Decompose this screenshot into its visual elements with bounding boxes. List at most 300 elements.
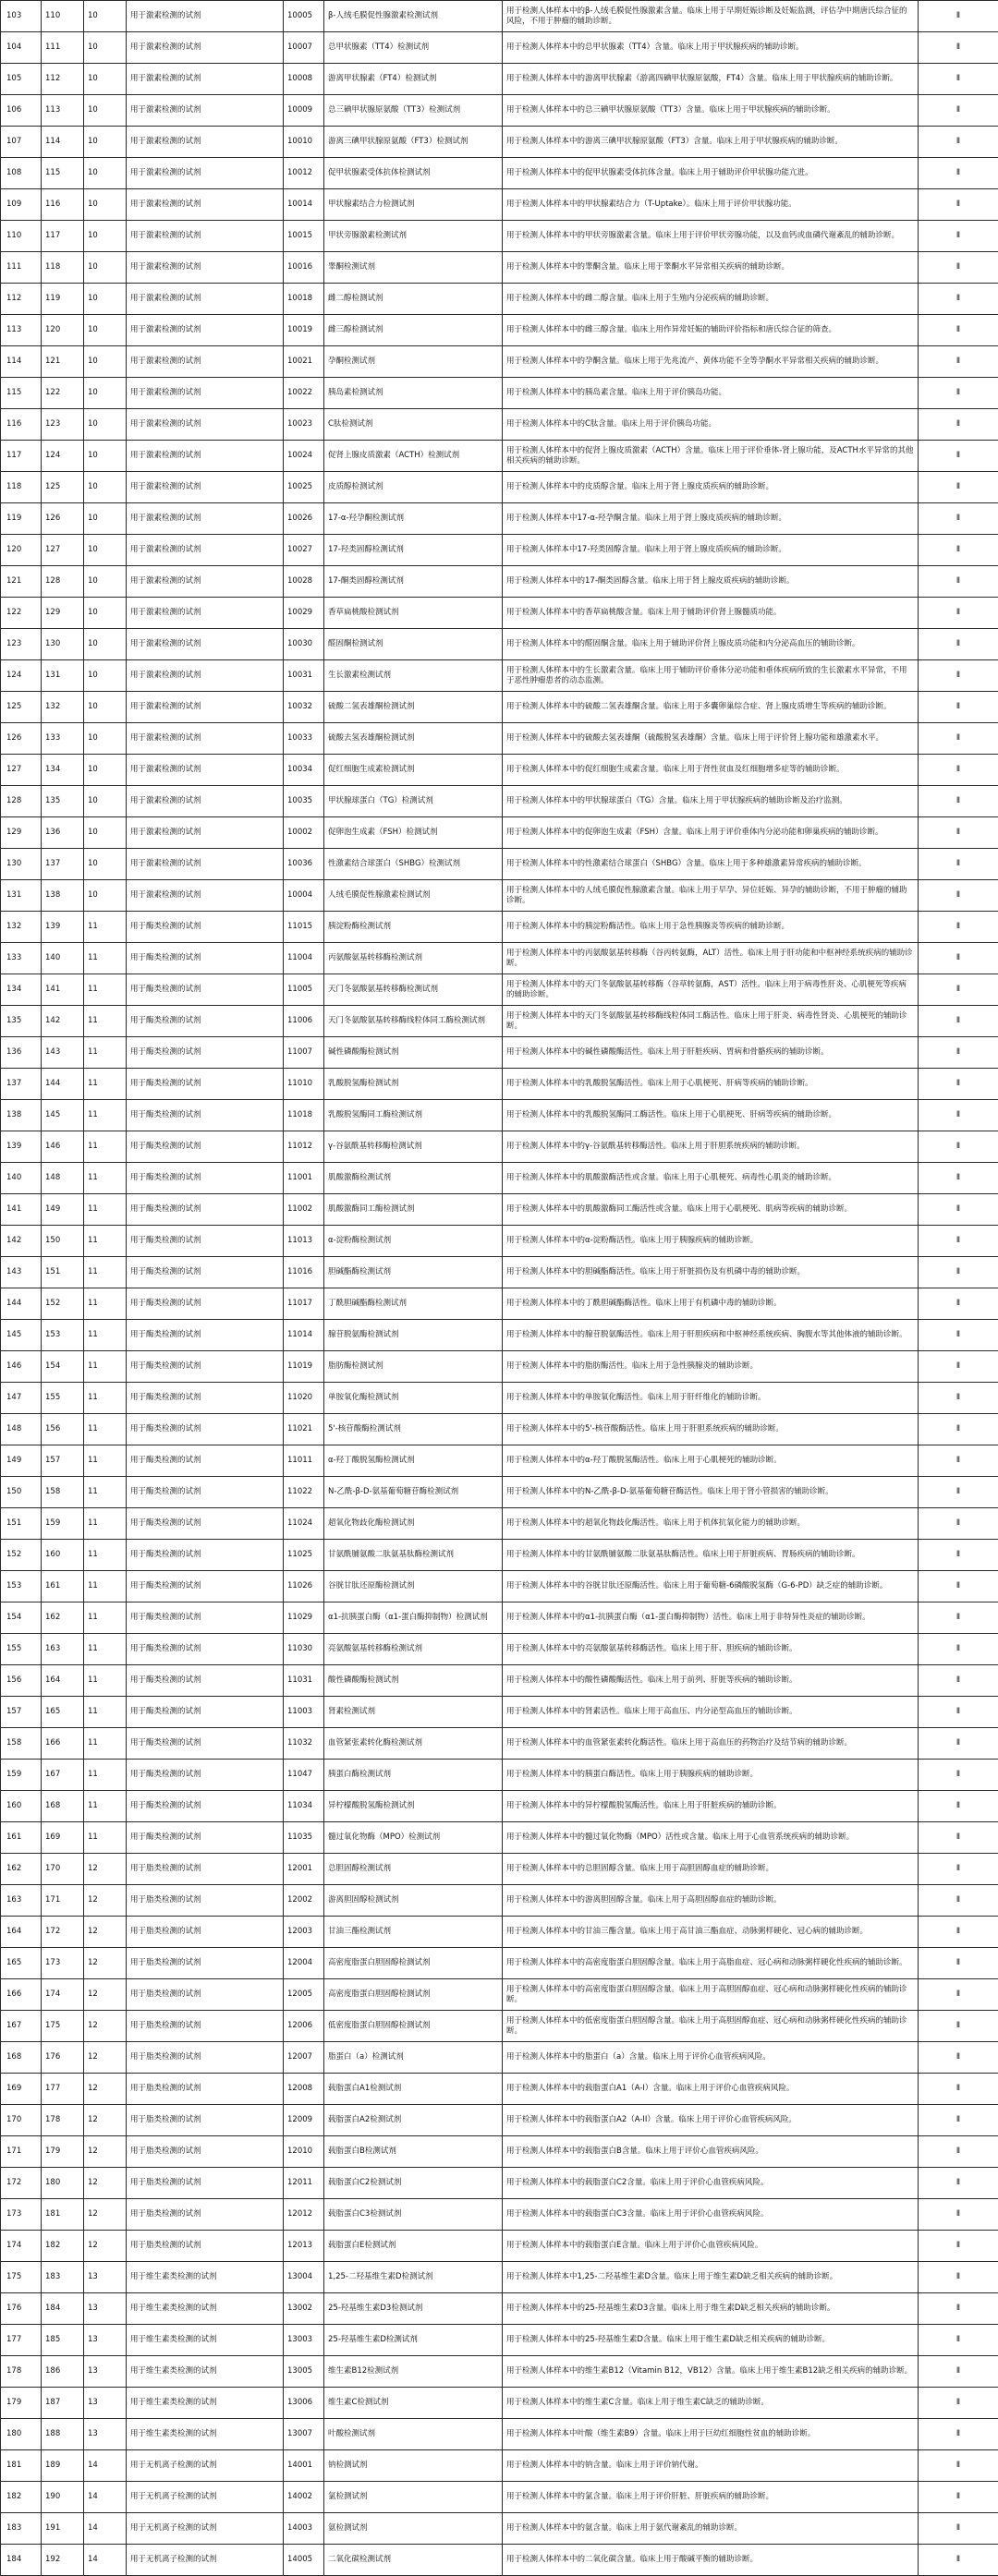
- seq-cell: 167: [1, 2011, 42, 2042]
- category-code-cell: 10: [84, 849, 127, 880]
- class-cell: Ⅱ: [919, 2105, 998, 2136]
- category-code-cell: 10: [84, 221, 127, 252]
- product-name-cell: 甲状旁腺激素检测试剂: [324, 221, 503, 252]
- category-code-cell: 12: [84, 1854, 127, 1885]
- product-code-cell: 10012: [284, 158, 324, 189]
- product-code-cell: 12002: [284, 1885, 324, 1917]
- seq-cell: 176: [1, 2293, 42, 2325]
- category-code-cell: 12: [84, 1948, 127, 1979]
- product-code-cell: 10016: [284, 252, 324, 284]
- item-no-cell: 185: [42, 2325, 84, 2356]
- seq-cell: 126: [1, 723, 42, 755]
- category-name-cell: 用于脂类检测的试剂: [127, 1885, 284, 1917]
- table-row: [1, 1602, 998, 1634]
- item-no-cell: 156: [42, 1414, 84, 1445]
- class-cell: Ⅱ: [919, 409, 998, 441]
- category-name-cell: 用于酶类检测的试剂: [127, 1069, 284, 1100]
- class-cell: Ⅱ: [919, 2545, 998, 2576]
- intended-use-cell: 用于检测人体样本中的促卵泡生成素（FSH）含量。临床上用于评价垂体内分泌功能和卵巢疾病的辅助诊断。: [503, 817, 919, 849]
- product-code-cell: 11020: [284, 1383, 324, 1414]
- seq-cell: 135: [1, 1006, 42, 1037]
- class-cell: Ⅱ: [919, 1571, 998, 1602]
- product-code-cell: 12009: [284, 2105, 324, 2136]
- intended-use-cell: 用于检测人体样本中的单胺氧化酶活性。临床上用于肝纤维化的辅助诊断。: [503, 1383, 919, 1414]
- table-row: [1, 2419, 998, 2450]
- product-name-cell: 钠检测试剂: [324, 2450, 503, 2482]
- category-name-cell: 用于酶类检测的试剂: [127, 1728, 284, 1760]
- product-code-cell: 10019: [284, 315, 324, 346]
- seq-cell: 156: [1, 1665, 42, 1697]
- item-no-cell: 116: [42, 189, 84, 221]
- product-code-cell: 11018: [284, 1100, 324, 1131]
- category-name-cell: 用于酶类检测的试剂: [127, 1697, 284, 1728]
- product-code-cell: 11034: [284, 1791, 324, 1822]
- seq-cell: 182: [1, 2482, 42, 2513]
- seq-cell: 136: [1, 1037, 42, 1069]
- intended-use-cell: 用于检测人体样本中17-α-羟孕酮含量。临床上用于肾上腺皮质疾病的辅助诊断。: [503, 503, 919, 535]
- category-code-cell: 10: [84, 64, 127, 95]
- item-no-cell: 136: [42, 817, 84, 849]
- category-name-cell: 用于酶类检测的试剂: [127, 1194, 284, 1226]
- intended-use-cell: 用于检测人体样本中的高密度脂蛋白胆固醇含量。临床上用于高胆固醇血症、冠心病和动脉粥样硬化性疾病的辅助诊断。: [503, 1979, 919, 2011]
- class-cell: Ⅱ: [919, 127, 998, 158]
- table-row: [1, 1760, 998, 1791]
- intended-use-cell: 用于检测人体样本中的甲状旁腺激素含量。临床上用于评价甲状旁腺功能，以及血钙或血磷代谢紊乱的辅助诊断。: [503, 221, 919, 252]
- intended-use-cell: 用于检测人体样本中的睾酮含量。临床上用于睾酮水平异常相关疾病的辅助诊断。: [503, 252, 919, 284]
- category-name-cell: 用于激素检测的试剂: [127, 660, 284, 692]
- category-name-cell: 用于维生素类检测的试剂: [127, 2262, 284, 2293]
- category-name-cell: 用于激素检测的试剂: [127, 629, 284, 660]
- intended-use-cell: 用于检测人体样本中1,25-二羟基维生素D含量。临床上用于维生素D缺乏相关疾病的辅助诊断。: [503, 2262, 919, 2293]
- product-code-cell: 10029: [284, 598, 324, 629]
- class-cell: Ⅱ: [919, 2388, 998, 2419]
- product-code-cell: 10015: [284, 221, 324, 252]
- product-name-cell: 17-酮类固醇检测试剂: [324, 566, 503, 598]
- item-no-cell: 167: [42, 1760, 84, 1791]
- category-code-cell: 11: [84, 1728, 127, 1760]
- category-name-cell: 用于脂类检测的试剂: [127, 1854, 284, 1885]
- table-row: [1, 1257, 998, 1288]
- intended-use-cell: 用于检测人体样本中的酸性磷酸酶活性。临床上用于前列、肝脏等疾病的辅助诊断。: [503, 1665, 919, 1697]
- item-no-cell: 165: [42, 1697, 84, 1728]
- table-row: [1, 2011, 998, 2042]
- category-name-cell: 用于脂类检测的试剂: [127, 2105, 284, 2136]
- product-name-cell: 总甲状腺素（TT4）检测试剂: [324, 32, 503, 64]
- category-name-cell: 用于酶类检测的试剂: [127, 1226, 284, 1257]
- category-code-cell: 11: [84, 1540, 127, 1571]
- intended-use-cell: 用于检测人体样本中的甲状腺球蛋白（TG）含量。临床上用于甲状腺疾病的辅助诊断及治疗监测。: [503, 786, 919, 817]
- category-code-cell: 11: [84, 1351, 127, 1383]
- category-code-cell: 11: [84, 1602, 127, 1634]
- category-code-cell: 11: [84, 1665, 127, 1697]
- category-name-cell: 用于酶类检测的试剂: [127, 1540, 284, 1571]
- category-code-cell: 11: [84, 912, 127, 943]
- item-no-cell: 139: [42, 912, 84, 943]
- product-code-cell: 10033: [284, 723, 324, 755]
- table-row: [1, 32, 998, 64]
- product-code-cell: 12011: [284, 2168, 324, 2199]
- intended-use-cell: 用于检测人体样本中的乳酸脱氢酶活性。临床上用于心肌梗死、肝病等疾病的辅助诊断。: [503, 1069, 919, 1100]
- item-no-cell: 176: [42, 2042, 84, 2074]
- seq-cell: 184: [1, 2545, 42, 2576]
- product-name-cell: 促甲状腺素受体抗体检测试剂: [324, 158, 503, 189]
- table-row: [1, 566, 998, 598]
- category-name-cell: 用于激素检测的试剂: [127, 284, 284, 315]
- product-name-cell: 25-羟基维生素D3检测试剂: [324, 2293, 503, 2325]
- table-row: [1, 1791, 998, 1822]
- seq-cell: 113: [1, 315, 42, 346]
- item-no-cell: 179: [42, 2136, 84, 2168]
- intended-use-cell: 用于检测人体样本中的17-酮类固醇含量。临床上用于肾上腺皮质疾病的辅助诊断。: [503, 566, 919, 598]
- item-no-cell: 166: [42, 1728, 84, 1760]
- category-code-cell: 10: [84, 158, 127, 189]
- intended-use-cell: 用于检测人体样本中的甘油三酯含量。临床上用于高甘油三酯血症、动脉粥样硬化、冠心病的辅助诊断。: [503, 1917, 919, 1948]
- category-name-cell: 用于脂类检测的试剂: [127, 2231, 284, 2262]
- class-cell: Ⅱ: [919, 64, 998, 95]
- category-name-cell: 用于酶类检测的试剂: [127, 1822, 284, 1854]
- table-row: [1, 1445, 998, 1477]
- product-name-cell: 单胺氧化酶检测试剂: [324, 1383, 503, 1414]
- category-name-cell: 用于激素检测的试剂: [127, 598, 284, 629]
- product-code-cell: 10023: [284, 409, 324, 441]
- product-name-cell: 肌酸激酶检测试剂: [324, 1163, 503, 1194]
- table-row: [1, 849, 998, 880]
- product-name-cell: 17-α-羟孕酮检测试剂: [324, 503, 503, 535]
- table-row: [1, 1163, 998, 1194]
- intended-use-cell: 用于检测人体样本中的载脂蛋白C2含量。临床上用于评价心血管疾病风险。: [503, 2168, 919, 2199]
- category-name-cell: 用于酶类检测的试剂: [127, 1602, 284, 1634]
- seq-cell: 149: [1, 1445, 42, 1477]
- item-no-cell: 134: [42, 755, 84, 786]
- class-cell: Ⅱ: [919, 1131, 998, 1163]
- table-row: [1, 912, 998, 943]
- table-row: [1, 1006, 998, 1037]
- table-row: [1, 1100, 998, 1131]
- class-cell: Ⅱ: [919, 692, 998, 723]
- category-code-cell: 12: [84, 2105, 127, 2136]
- product-name-cell: 促红细胞生成素检测试剂: [324, 755, 503, 786]
- table-row: [1, 692, 998, 723]
- seq-cell: 129: [1, 817, 42, 849]
- category-code-cell: 10: [84, 32, 127, 64]
- seq-cell: 165: [1, 1948, 42, 1979]
- item-no-cell: 163: [42, 1634, 84, 1665]
- category-name-cell: 用于激素检测的试剂: [127, 1, 284, 32]
- product-code-cell: 10005: [284, 1, 324, 32]
- table-row: [1, 1414, 998, 1445]
- product-name-cell: 丙氨酸氨基转移酶检测试剂: [324, 943, 503, 974]
- table-row: [1, 1508, 998, 1540]
- category-name-cell: 用于激素检测的试剂: [127, 378, 284, 409]
- seq-cell: 162: [1, 1854, 42, 1885]
- item-no-cell: 149: [42, 1194, 84, 1226]
- item-no-cell: 127: [42, 535, 84, 566]
- item-no-cell: 120: [42, 315, 84, 346]
- class-cell: Ⅱ: [919, 786, 998, 817]
- table-row: [1, 974, 998, 1006]
- class-cell: Ⅱ: [919, 2325, 998, 2356]
- product-code-cell: 10008: [284, 64, 324, 95]
- category-name-cell: 用于激素检测的试剂: [127, 441, 284, 472]
- class-cell: Ⅱ: [919, 755, 998, 786]
- seq-cell: 161: [1, 1822, 42, 1854]
- seq-cell: 117: [1, 441, 42, 472]
- intended-use-cell: 用于检测人体样本中的促甲状腺素受体抗体含量。临床上用于辅助评价甲状腺功能亢进。: [503, 158, 919, 189]
- seq-cell: 152: [1, 1540, 42, 1571]
- category-code-cell: 10: [84, 127, 127, 158]
- product-code-cell: 13004: [284, 2262, 324, 2293]
- category-name-cell: 用于激素检测的试剂: [127, 817, 284, 849]
- table-row: [1, 2388, 998, 2419]
- product-name-cell: 游离甲状腺素（FT4）检测试剂: [324, 64, 503, 95]
- product-code-cell: 10007: [284, 32, 324, 64]
- intended-use-cell: 用于检测人体样本中的载脂蛋白A1（A-I）含量。临床上用于评价心血管疾病风险。: [503, 2074, 919, 2105]
- category-name-cell: 用于激素检测的试剂: [127, 409, 284, 441]
- class-cell: Ⅱ: [919, 1885, 998, 1917]
- category-name-cell: 用于激素检测的试剂: [127, 158, 284, 189]
- category-code-cell: 13: [84, 2325, 127, 2356]
- item-no-cell: 189: [42, 2450, 84, 2482]
- category-code-cell: 11: [84, 1383, 127, 1414]
- table-row: [1, 2356, 998, 2388]
- table-row: [1, 158, 998, 189]
- seq-cell: 122: [1, 598, 42, 629]
- class-cell: Ⅱ: [919, 1602, 998, 1634]
- seq-cell: 123: [1, 629, 42, 660]
- category-name-cell: 用于酶类检测的试剂: [127, 1791, 284, 1822]
- category-code-cell: 12: [84, 2231, 127, 2262]
- category-code-cell: 11: [84, 1100, 127, 1131]
- intended-use-cell: 用于检测人体样本中的载脂蛋白E含量。临床上用于评价心血管疾病风险。: [503, 2231, 919, 2262]
- table-row: [1, 2199, 998, 2231]
- product-code-cell: 12004: [284, 1948, 324, 1979]
- seq-cell: 119: [1, 503, 42, 535]
- class-cell: Ⅱ: [919, 1948, 998, 1979]
- category-code-cell: 11: [84, 1320, 127, 1351]
- item-no-cell: 183: [42, 2262, 84, 2293]
- product-code-cell: 14003: [284, 2513, 324, 2545]
- class-cell: Ⅱ: [919, 1257, 998, 1288]
- table-row: [1, 1, 998, 32]
- category-code-cell: 10: [84, 598, 127, 629]
- product-code-cell: 10002: [284, 817, 324, 849]
- intended-use-cell: 用于检测人体样本中的25-羟基维生素D含量。临床上用于维生素D缺乏相关疾病的辅助诊断。: [503, 2325, 919, 2356]
- category-code-cell: 14: [84, 2482, 127, 2513]
- item-no-cell: 171: [42, 1885, 84, 1917]
- category-name-cell: 用于酶类检测的试剂: [127, 1383, 284, 1414]
- item-no-cell: 168: [42, 1791, 84, 1822]
- item-no-cell: 186: [42, 2356, 84, 2388]
- seq-cell: 137: [1, 1069, 42, 1100]
- seq-cell: 127: [1, 755, 42, 786]
- class-cell: Ⅱ: [919, 2231, 998, 2262]
- seq-cell: 170: [1, 2105, 42, 2136]
- class-cell: Ⅱ: [919, 817, 998, 849]
- seq-cell: 160: [1, 1791, 42, 1822]
- product-code-cell: 12006: [284, 2011, 324, 2042]
- intended-use-cell: 用于检测人体样本中的香草扁桃酸含量。临床上用于辅助评价肾上腺髓质功能。: [503, 598, 919, 629]
- seq-cell: 177: [1, 2325, 42, 2356]
- class-cell: Ⅱ: [919, 2042, 998, 2074]
- item-no-cell: 129: [42, 598, 84, 629]
- category-code-cell: 12: [84, 2199, 127, 2231]
- product-name-cell: 脂蛋白（a）检测试剂: [324, 2042, 503, 2074]
- category-name-cell: 用于酶类检测的试剂: [127, 1351, 284, 1383]
- intended-use-cell: 用于检测人体样本中的胰蛋白酶活性。临床上用于胰腺疾病的辅助诊断。: [503, 1760, 919, 1791]
- product-name-cell: 胰蛋白酶检测试剂: [324, 1760, 503, 1791]
- seq-cell: 141: [1, 1194, 42, 1226]
- category-name-cell: 用于无机离子检测的试剂: [127, 2545, 284, 2576]
- seq-cell: 138: [1, 1100, 42, 1131]
- class-cell: Ⅱ: [919, 1194, 998, 1226]
- product-name-cell: α-羟丁酸脱氢酶检测试剂: [324, 1445, 503, 1477]
- seq-cell: 108: [1, 158, 42, 189]
- item-no-cell: 121: [42, 346, 84, 378]
- table-row: [1, 2513, 998, 2545]
- table-row: [1, 2231, 998, 2262]
- class-cell: Ⅱ: [919, 566, 998, 598]
- item-no-cell: 140: [42, 943, 84, 974]
- category-code-cell: 11: [84, 1163, 127, 1194]
- category-name-cell: 用于酶类检测的试剂: [127, 1163, 284, 1194]
- item-no-cell: 154: [42, 1351, 84, 1383]
- seq-cell: 103: [1, 1, 42, 32]
- table-row: [1, 127, 998, 158]
- product-code-cell: 11004: [284, 943, 324, 974]
- seq-cell: 174: [1, 2231, 42, 2262]
- product-name-cell: 血管紧张素转化酶检测试剂: [324, 1728, 503, 1760]
- intended-use-cell: 用于检测人体样本中的总胆固醇含量。临床上用于高胆固醇血症的辅助诊断。: [503, 1854, 919, 1885]
- category-code-cell: 10: [84, 880, 127, 912]
- category-name-cell: 用于无机离子检测的试剂: [127, 2450, 284, 2482]
- category-code-cell: 11: [84, 1697, 127, 1728]
- class-cell: Ⅱ: [919, 1540, 998, 1571]
- product-name-cell: 肾素检测试剂: [324, 1697, 503, 1728]
- category-code-cell: 12: [84, 2042, 127, 2074]
- category-name-cell: 用于酶类检测的试剂: [127, 1100, 284, 1131]
- product-name-cell: 甲状腺素结合力检测试剂: [324, 189, 503, 221]
- category-name-cell: 用于激素检测的试剂: [127, 189, 284, 221]
- category-code-cell: 10: [84, 786, 127, 817]
- seq-cell: 180: [1, 2419, 42, 2450]
- table-row: [1, 1320, 998, 1351]
- intended-use-cell: 用于检测人体样本中的雌三醇含量。临床上用作异常妊娠的辅助评价指标和唐氏综合征的筛查。: [503, 315, 919, 346]
- category-code-cell: 13: [84, 2388, 127, 2419]
- category-code-cell: 13: [84, 2419, 127, 2450]
- class-cell: Ⅱ: [919, 1508, 998, 1540]
- product-code-cell: 12005: [284, 1979, 324, 2011]
- seq-cell: 159: [1, 1760, 42, 1791]
- product-code-cell: 10031: [284, 660, 324, 692]
- seq-cell: 175: [1, 2262, 42, 2293]
- category-code-cell: 12: [84, 1917, 127, 1948]
- intended-use-cell: 用于检测人体样本中的总三碘甲状腺原氨酸（TT3）含量。临床上用于甲状腺疾病的辅助诊断。: [503, 95, 919, 127]
- category-name-cell: 用于激素检测的试剂: [127, 786, 284, 817]
- table-row: [1, 786, 998, 817]
- category-code-cell: 10: [84, 378, 127, 409]
- product-code-cell: 10009: [284, 95, 324, 127]
- product-name-cell: 异柠檬酸脱氢酶检测试剂: [324, 1791, 503, 1822]
- intended-use-cell: 用于检测人体样本中的异柠檬酸脱氢酶活性。临床上用于肝脏疾病的辅助诊断。: [503, 1791, 919, 1822]
- table-row: [1, 1917, 998, 1948]
- category-code-cell: 11: [84, 1006, 127, 1037]
- table-row: [1, 1226, 998, 1257]
- seq-cell: 139: [1, 1131, 42, 1163]
- product-name-cell: 雌三醇检测试剂: [324, 315, 503, 346]
- intended-use-cell: 用于检测人体样本中的游离三碘甲状腺原氨酸（FT3）含量。临床上用于甲状腺疾病的辅助诊断。: [503, 127, 919, 158]
- product-name-cell: 叶酸检测试剂: [324, 2419, 503, 2450]
- category-name-cell: 用于酶类检测的试剂: [127, 1288, 284, 1320]
- class-cell: Ⅱ: [919, 1288, 998, 1320]
- product-name-cell: 丁酰胆碱酯酶检测试剂: [324, 1288, 503, 1320]
- product-code-cell: 11025: [284, 1540, 324, 1571]
- item-no-cell: 148: [42, 1163, 84, 1194]
- intended-use-cell: 用于检测人体样本中的谷胱甘肽还原酶活性。临床上用于葡萄糖-6磷酸脱氢酶（G-6-PD）缺乏症的辅助诊断。: [503, 1571, 919, 1602]
- category-name-cell: 用于酶类检测的试剂: [127, 1760, 284, 1791]
- product-name-cell: 皮质醇检测试剂: [324, 472, 503, 503]
- class-cell: Ⅱ: [919, 2262, 998, 2293]
- product-code-cell: 13005: [284, 2356, 324, 2388]
- intended-use-cell: 用于检测人体样本中的维生素C含量。临床上用于维生素C缺乏的辅助诊断。: [503, 2388, 919, 2419]
- item-no-cell: 133: [42, 723, 84, 755]
- class-cell: Ⅱ: [919, 1822, 998, 1854]
- class-cell: Ⅱ: [919, 2199, 998, 2231]
- class-cell: Ⅱ: [919, 1979, 998, 2011]
- category-name-cell: 用于脂类检测的试剂: [127, 2199, 284, 2231]
- seq-cell: 144: [1, 1288, 42, 1320]
- category-name-cell: 用于激素检测的试剂: [127, 755, 284, 786]
- intended-use-cell: 用于检测人体样本中的5'-核苷酸酶活性。临床上用于肝胆系统疾病的辅助诊断。: [503, 1414, 919, 1445]
- category-code-cell: 10: [84, 566, 127, 598]
- table-row: [1, 221, 998, 252]
- product-name-cell: 1,25-二羟基维生素D检测试剂: [324, 2262, 503, 2293]
- seq-cell: 106: [1, 95, 42, 127]
- table-row: [1, 1665, 998, 1697]
- category-code-cell: 11: [84, 1791, 127, 1822]
- table-row: [1, 535, 998, 566]
- table-row: [1, 2482, 998, 2513]
- item-no-cell: 173: [42, 1948, 84, 1979]
- product-name-cell: 高密度脂蛋白胆固醇检测试剂: [324, 1979, 503, 2011]
- item-no-cell: 113: [42, 95, 84, 127]
- class-cell: Ⅱ: [919, 943, 998, 974]
- product-name-cell: α1-抗胰蛋白酶（α1-蛋白酶抑制物）检测试剂: [324, 1602, 503, 1634]
- item-no-cell: 174: [42, 1979, 84, 2011]
- category-code-cell: 10: [84, 723, 127, 755]
- category-code-cell: 11: [84, 1760, 127, 1791]
- product-code-cell: 13003: [284, 2325, 324, 2356]
- class-cell: Ⅱ: [919, 1069, 998, 1100]
- item-no-cell: 161: [42, 1571, 84, 1602]
- category-name-cell: 用于激素检测的试剂: [127, 95, 284, 127]
- product-code-cell: 12001: [284, 1854, 324, 1885]
- category-name-cell: 用于酶类检测的试剂: [127, 1320, 284, 1351]
- product-name-cell: 载脂蛋白A2检测试剂: [324, 2105, 503, 2136]
- product-code-cell: 11013: [284, 1226, 324, 1257]
- item-no-cell: 142: [42, 1006, 84, 1037]
- category-name-cell: 用于激素检测的试剂: [127, 535, 284, 566]
- intended-use-cell: 用于检测人体样本中的甘氨酰脯氨酸二肽氨基肽酶活性。临床上用于肝脏疾病、胃肠疾病的辅助诊断。: [503, 1540, 919, 1571]
- product-code-cell: 10032: [284, 692, 324, 723]
- class-cell: Ⅱ: [919, 1760, 998, 1791]
- category-code-cell: 11: [84, 1634, 127, 1665]
- seq-cell: 112: [1, 284, 42, 315]
- product-name-cell: β-人绒毛膜促性腺激素检测试剂: [324, 1, 503, 32]
- category-name-cell: 用于维生素类检测的试剂: [127, 2356, 284, 2388]
- product-name-cell: 二氧化碳检测试剂: [324, 2545, 503, 2576]
- product-name-cell: N-乙酰-β-D-氨基葡萄糖苷酶检测试剂: [324, 1477, 503, 1508]
- category-code-cell: 10: [84, 284, 127, 315]
